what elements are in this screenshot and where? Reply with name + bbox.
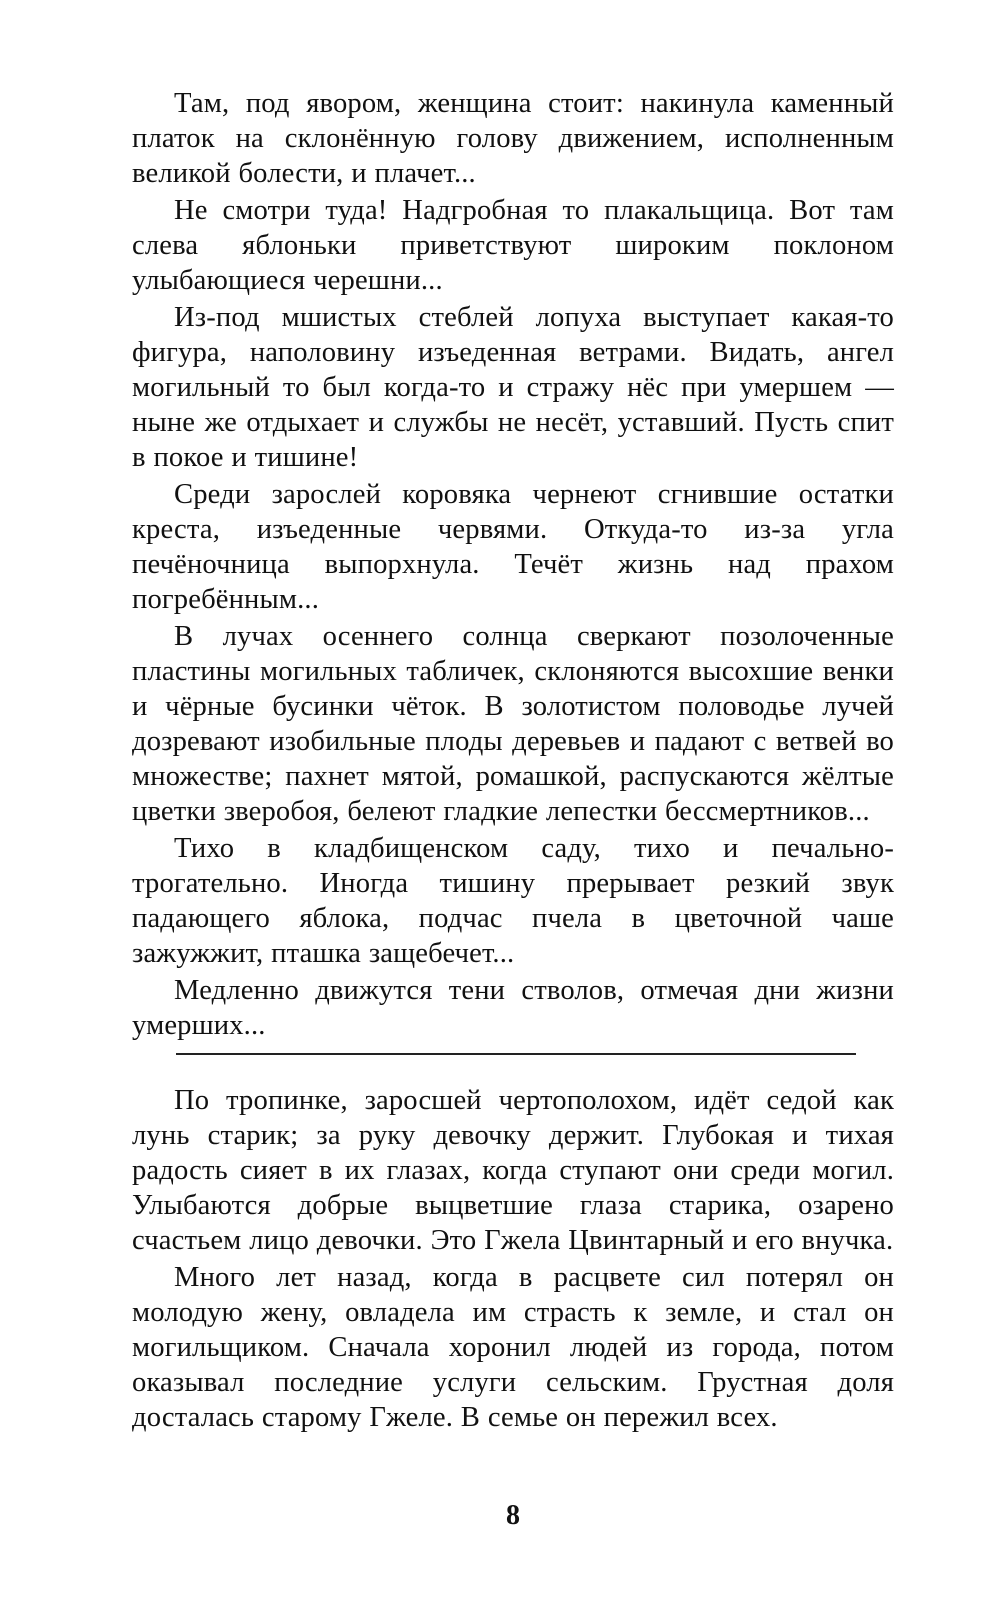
paragraph: Не смотри туда! Надгробная то плакальщица. Вот там слева яблоньки приветствуют широким поклоном улыбающиеся черешни... [132,195,894,296]
book-page [132,86,894,1437]
paragraph: Много лет назад, когда в расцвете сил потерял он молодую жену, овладела им страсть к земле, и стал он могильщиком. Сначала хоронил людей из города, потом оказывал последние услуги сельским. Грустная доля досталась старому Гжеле. В семье он пережил всех. [132,1262,894,1433]
section-divider [176,1053,856,1055]
paragraph: Среди зарослей коровяка чернеют сгнившие остатки креста, изъеденные червями. Откуда-то из-за угла печёночница выпорхнула. Течёт жизнь над прахом погребённым... [132,479,894,615]
paragraph: По тропинке, заросшей чертополохом, идёт седой как лунь старик; за руку девочку держит. Глубокая и тихая радость сияет в их глазах, когда ступают они среди могил. Улыбаются добрые выцветшие глаза старика, озарено счастьем лицо девочки. Это Гжела Цвинтарный и его внучка. [132,1085,894,1256]
paragraph: Тихо в кладбищенском саду, тихо и печально-трогательно. Иногда тишину прерывает резкий звук падающего яблока, подчас пчела в цветочной чаше зажужжит, пташка защебечет... [132,833,894,969]
section-two [132,1083,894,1435]
paragraph: Из-под мшистых стеблей лопуха выступает какая-то фигура, наполовину изъеденная ветрами. Видать, ангел могильный то был когда-то и стражу нёс при умершем — ныне же отдыхает и службы не несёт, уставший. Пусть спит в покое и тишине! [132,302,894,473]
page-number: 8 [506,1500,520,1531]
paragraph: Там, под явором, женщина стоит: накинула каменный платок на склонённую голову движением, исполненным великой болести, и плачет... [132,88,894,189]
paragraph: В лучах осеннего солнца сверкают позолоченные пластины могильных табличек, склоняются высохшие венки и чёрные бусинки чёток. В золотистом половодье лучей дозревают изобильные плоды деревьев и падают с ветвей во множестве; пахнет мятой, ромашкой, распускаются жёлтые цветки зверобоя, белеют гладкие лепестки бессмертников... [132,621,894,827]
paragraph: Медленно движутся тени стволов, отмечая дни жизни умерших... [132,975,894,1041]
section-one [132,86,894,1043]
